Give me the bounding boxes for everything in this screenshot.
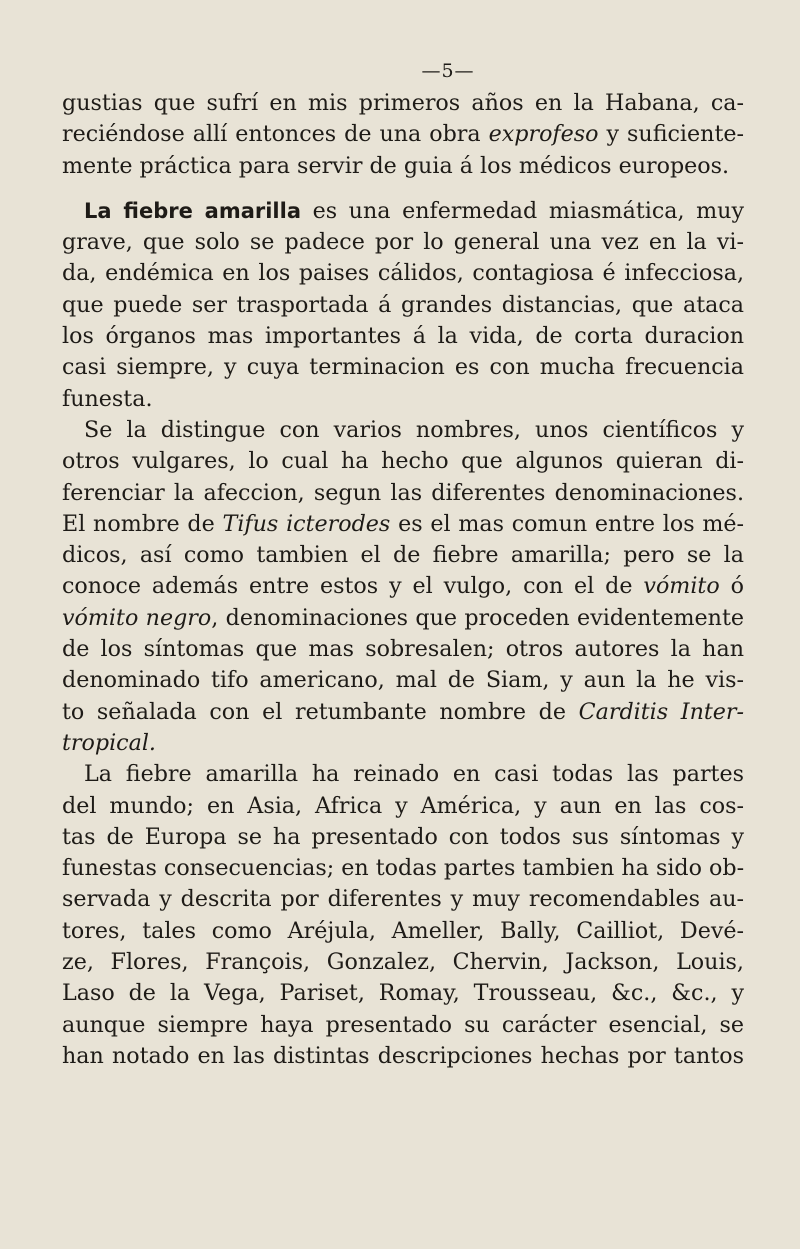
text-body xyxy=(62,88,744,1072)
text-line: El nombre de Tifus icterodes es el mas comun entre los mé- xyxy=(62,510,744,537)
text-line: los órganos mas importantes á la vida, de corta duracion xyxy=(62,323,744,350)
text-line: aunque siempre haya presentado su carácter esencial, se xyxy=(62,1011,744,1038)
text-line: funestas consecuencias; en todas partes tambien ha sido ob- xyxy=(62,855,744,882)
text-line: han notado en las distintas descripciones hechas por tantos xyxy=(62,1042,744,1069)
text-line: tores, tales como Aréjula, Ameller, Bally, Cailliot, Devé- xyxy=(62,917,744,944)
text-line: La fiebre amarilla ha reinado en casi todas las partes xyxy=(84,761,744,788)
paragraph xyxy=(62,759,744,1072)
text-line: de los síntomas que mas sobresalen; otros autores la han xyxy=(62,636,744,663)
text-line: da, endémica en los paises cálidos, contagiosa é infecciosa, xyxy=(62,260,744,287)
text-line: ze, Flores, François, Gonzalez, Chervin, Jackson, Louis, xyxy=(62,949,744,976)
text-line: tropical. xyxy=(62,729,156,756)
text-line: mente práctica para servir de guia á los médicos europeos. xyxy=(62,152,730,179)
text-line: tas de Europa se ha presentado con todos sus síntomas y xyxy=(62,823,744,850)
text-line: Laso de la Vega, Pariset, Romay, Trousseau, &c., &c., y xyxy=(62,980,744,1007)
text-line: servada y descrita por diferentes y muy recomendables au- xyxy=(62,886,744,913)
text-line: conoce además entre estos y el vulgo, con el de vómito ó xyxy=(62,573,744,600)
text-line: otros vulgares, lo cual ha hecho que algunos quieran di- xyxy=(62,448,744,475)
text-line: vómito negro, denominaciones que proceden evidentemente xyxy=(62,604,744,631)
text-line: to señalada con el retumbante nombre de Carditis Inter- xyxy=(62,698,744,725)
page-number: —5— xyxy=(421,60,475,82)
paragraph xyxy=(62,88,744,182)
text-line: La fiebre amarilla es una enfermedad miasmática, muy xyxy=(84,197,744,224)
text-line: dicos, así como tambien el de fiebre amarilla; pero se la xyxy=(62,542,744,569)
paragraph-gap xyxy=(62,182,744,196)
paragraph xyxy=(62,415,744,759)
text-line: funesta. xyxy=(62,385,153,412)
paragraph xyxy=(62,196,744,415)
text-line: casi siempre, y cuya terminacion es con mucha frecuencia xyxy=(62,354,744,381)
text-line: Se la distingue con varios nombres, unos científicos y xyxy=(84,416,744,443)
text-line: denominado tifo americano, mal de Siam, y aun la he vis- xyxy=(62,667,744,694)
text-line: ferenciar la afeccion, segun las diferentes denominaciones. xyxy=(62,479,744,506)
text-line: gustias que sufrí en mis primeros años en la Habana, ca- xyxy=(62,90,744,116)
text-line: que puede ser trasportada á grandes distancias, que ataca xyxy=(62,291,744,318)
text-line: grave, que solo se padece por lo general una vez en la vi- xyxy=(62,229,744,256)
text-line: del mundo; en Asia, Africa y América, y aun en las cos- xyxy=(62,792,744,819)
text-line: reciéndose allí entonces de una obra exprofeso y suficiente- xyxy=(62,121,744,148)
